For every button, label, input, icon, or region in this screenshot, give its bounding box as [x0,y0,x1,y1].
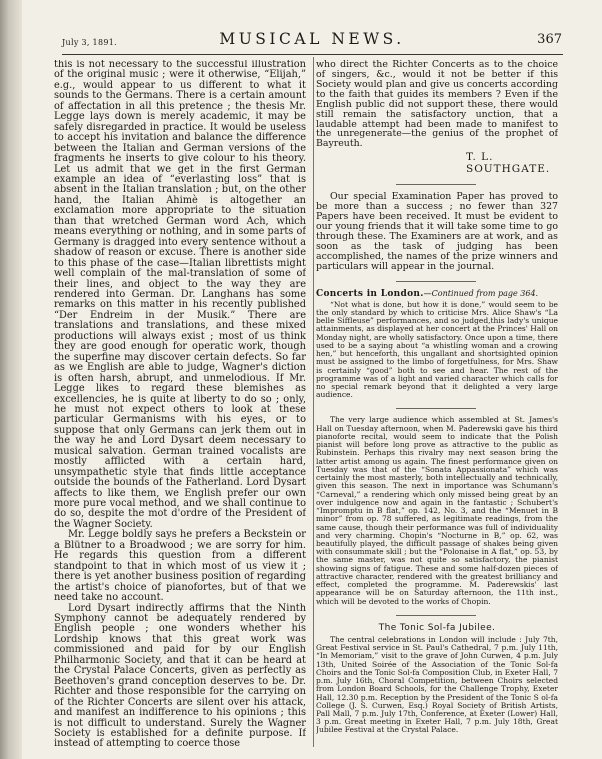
header-rule [62,54,563,55]
masthead-title: MUSICAL NEWS. [219,30,405,48]
left-paragraph-1: this is not necessary to the successful illustration of the original music ; were it otherwise, “Elijah,” e.g., would appear to us different to what it sounds to the Germans. There is a certain amount of affectation in all this pretence ; the thesis Mr. Legge lays down is merely academic, it may be safely disregarded in practice. It would be useless to accept his invitation and balance the difference between the Italian and German versions of the fragments he inserts to give colour to his theory. Let us admit that we get in the first German example an idea of “everlasting loss” that is absent in the Italian translation ; but, on the other hand, the Italian Ahimè is altogether an exclamation more appropriate to the situation than that wretched German word Ach, which means everything or nothing, and in some parts of Germany is dragged into every sentence without a shadow of reason or excuse. There is another side to this phase of the case—Italian librettists might well complain of the mal-translation of some of their lines, and object to the way they are rendered into German. Dr. Langhans has some remarks on this matter in his recently published “Der Endreim in der Musik.” There are translations and translations, and these mixed productions will always exist ; most of us think they are good enough for operatic work, though the superfine may discover certain defects. So far as we English are able to judge, Wagner's diction is often harsh, abrupt, and unmelodious. If Mr. Legge likes to regard these blemishes as excellencies, he is quite at liberty to do so ; only, he must not expect others to look at these particular Germanisms with his eyes, or to suppose that only Germans can jerk them out in the way he and Lord Dysart deem necessary to musical salvation. German trained vocalists are mostly afflicted with a certain hard, unsympathetic style that finds little acceptance outside the bounds of the Fatherland. Lord Dysart affects to like them, we English prefer our own more pure vocal method, and we shall continue to do so, despite the mot d'ordre of the President of the Wagner Society. [54,60,306,530]
concerts-heading-title: Concerts in London. [316,288,424,299]
tonic-solfa-paragraph: The central celebrations in London will include : July 7th, Great Festival service in St. Paul's Cathedral, 7 p.m. July 11th, “In Memoriam,” visit to the grave of John Curwen, 4 p.m. July 13th, United Soirée of the Association of the Tonic Sol-fa Choirs and the Tonic Sol-fa Composition Club, in Exeter Hall, 7 p.m. July 16th, Choral Competition, between Choirs selected from London Board Schools, for the Challenge Trophy, Exeter Hall, 12.30 p.m. Reception by the President of the Tonic S ol-fa College (J. S. Curwen, Esq.) Royal Society of British Artists, Pall Mall, 7 p.m. July 17th, Conference, at Exeter (Lower) Hall, 3 p.m. Great meeting in Exeter Hall, 7 p.m. July 18th, Great Jubilee Festival at the Crystal Palace. [316,634,558,735]
concerts-section-heading [316,289,558,299]
concerts-paragraph-paderewski: The very large audience which assembled at St. James's Hall on Tuesday afternoon, when M. Paderewski gave his third pianoforte recital, would seem to indicate that the Polish pianist will before long prove as attractive to the public as Rubinstein. Perhaps this rivalry may next season bring the latter artist among us again. The finest performance given on Tuesday was that of the “Sonata Appassionata” which was certainly the most masterly, both intellectually and technically, given this season. The next in importance was Schumann's “Carneval,” a rendering which only missed being great by an over indulgence now and again in the fantastic ; Schubert's “Impromptu in B flat,” op. 142, No. 3, and the “Menuet in B minor” from op. 78 suffered, as legitimate readings, from the same cause, though their performance was full of individuality and very charming. Chopin's “Nocturne in B,” op. 62, was beautifully played, the difficult passage of shakes being given with consummate skill ; but the “Polonaise in A flat,” op. 53, by the same master, was not quite so satisfactory, the pianist showing signs of fatigue. These and some half-dozen pieces of attractive character, rendered with the greatest brilliancy and effect, completed the programme. M. Paderewskis' last appearance will be on Saturday afternoon, the 11th inst., which will be devoted to the works of Chopin. [316,415,558,606]
author-signature: T. L. SOUTHGATE. [466,151,551,176]
page-header [62,30,562,52]
concerts-paragraph-shaw: “Not what is done, but how it is done,” would seem to be the only standard by which to criticise Mrs. Alice Shaw's “La belle Siffleuse” performances, and so judged,this lady's unique attainments, as displayed at her concert at the Princes' Hall on Monday night, are wholly satisfactory. Once upon a time, there used to be a saying about “a whistling woman and a crowing hen,” but henceforth, this ungallant and shortsighted opinion must be assigned to the limbo of forgetfulness, for Mrs. Shaw is certainly “good” both to see and hear. The rest of the programme was of a light and varied character which calls for no special remark beyond that it delighted a very large audience. [316,299,558,400]
left-paragraph-3: Lord Dysart indirectly affirms that the Ninth Symphony cannot be adequately rendered by English people ; one wonders whether his Lordship knows that this great work was commissioned and paid for by our English Philharmonic Society, and that it can be heard at the Crystal Palace Concerts, given as perfectly as Beethoven's grand conception deserves to be. Dr. Richter and those responsible for the carrying on of the Richter Concerts are silent over his attack, and manifest an indifference to his opinions ; this is not difficult to understand. Surely the Wagner Society is established for a definite purpose. If instead of attempting to coerce those [54,602,306,750]
right-column [316,60,558,750]
left-column [54,60,306,750]
issue-date: July 3, 1891. [62,38,117,47]
continuation-paragraph: who direct the Richter Concerts as to the choice of singers, &c., would it not be better if this Society would plan and give us concerts according to the faith that guides its members ? Even if the English public did not support these, there would still remain the satisfactory unction, that a laudable attempt had been made to manifest to the unregenerate—the genius of the prophet of Bayreuth. [316,60,558,150]
concerts-heading-continued: —Continued from page 364. [423,288,539,298]
left-paragraph-2: Mr. Legge boldly says he prefers a Beckstein or a Blütner to a Broadwood ; we are sorry for him. He regards this question from a different standpoint to that in which most of us view it ; there is yet another business position of regarding the artist's choice of pianofortes, but of that we need take no account. [54,529,306,604]
examination-notice: Our special Examination Paper has proved to be more than a success ; no fewer than 327 Papers have been received. It must be evident to our young friends that it will take some time to go through these. The Examiners are at work, and as soon as the task of judging has been accomplished, the names of the prize winners and particulars will appear in the journal. [316,191,558,272]
column-divider [313,57,314,747]
tonic-solfa-heading: The Tonic Sol-fa Jubilee. [378,622,496,633]
section-separator [396,184,476,185]
section-separator [396,281,476,282]
page-binding-shadow [0,0,22,759]
page-number: 367 [537,32,562,47]
section-separator [396,615,476,616]
section-separator [396,408,476,409]
